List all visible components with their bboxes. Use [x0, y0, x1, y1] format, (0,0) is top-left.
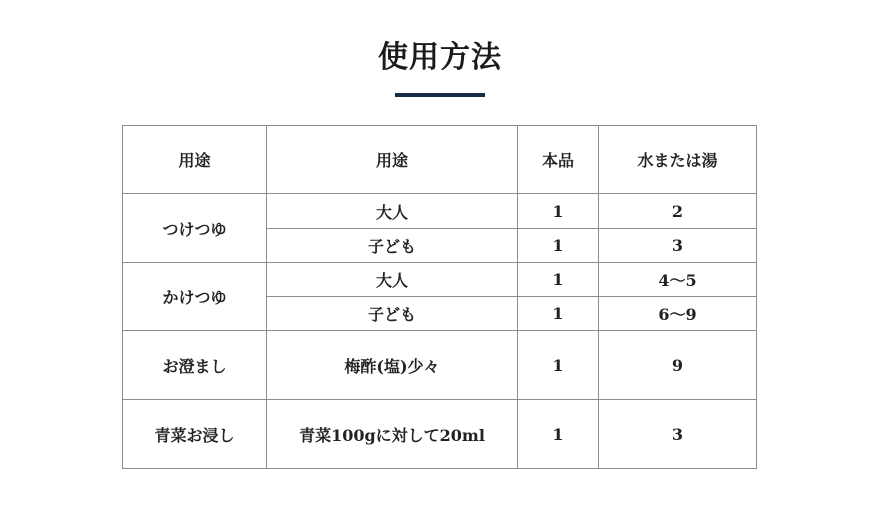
detail-cell: 子ども	[267, 229, 518, 263]
use-cell: かけつゆ	[123, 263, 267, 331]
header-detail: 用途	[267, 126, 518, 194]
water-cell: 9	[599, 331, 757, 400]
table-header-row	[123, 126, 757, 194]
product-cell: 1	[518, 331, 599, 400]
page-title: 使用方法	[378, 40, 502, 75]
detail-cell: 子ども	[267, 297, 518, 331]
use-cell: 青菜お浸し	[123, 400, 267, 469]
water-cell: 3	[599, 229, 757, 263]
table-row	[123, 263, 757, 297]
water-cell: 6～9	[599, 297, 757, 331]
usage-table	[122, 125, 757, 469]
water-cell: 2	[599, 194, 757, 229]
use-cell: お澄まし	[123, 331, 267, 400]
detail-cell: 大人	[267, 194, 518, 229]
title-underline	[395, 93, 485, 97]
detail-cell: 青菜100gに対して20ml	[267, 400, 518, 469]
detail-cell: 大人	[267, 263, 518, 297]
header-water: 水または湯	[599, 126, 757, 194]
use-cell: つけつゆ	[123, 194, 267, 263]
detail-cell: 梅酢(塩)少々	[267, 331, 518, 400]
product-cell: 1	[518, 297, 599, 331]
product-cell: 1	[518, 229, 599, 263]
header-use: 用途	[123, 126, 267, 194]
product-cell: 1	[518, 263, 599, 297]
header-product: 本品	[518, 126, 599, 194]
product-cell: 1	[518, 194, 599, 229]
water-cell: 4～5	[599, 263, 757, 297]
table-row	[123, 400, 757, 469]
table-row	[123, 331, 757, 400]
water-cell: 3	[599, 400, 757, 469]
product-cell: 1	[518, 400, 599, 469]
table-row	[123, 194, 757, 229]
